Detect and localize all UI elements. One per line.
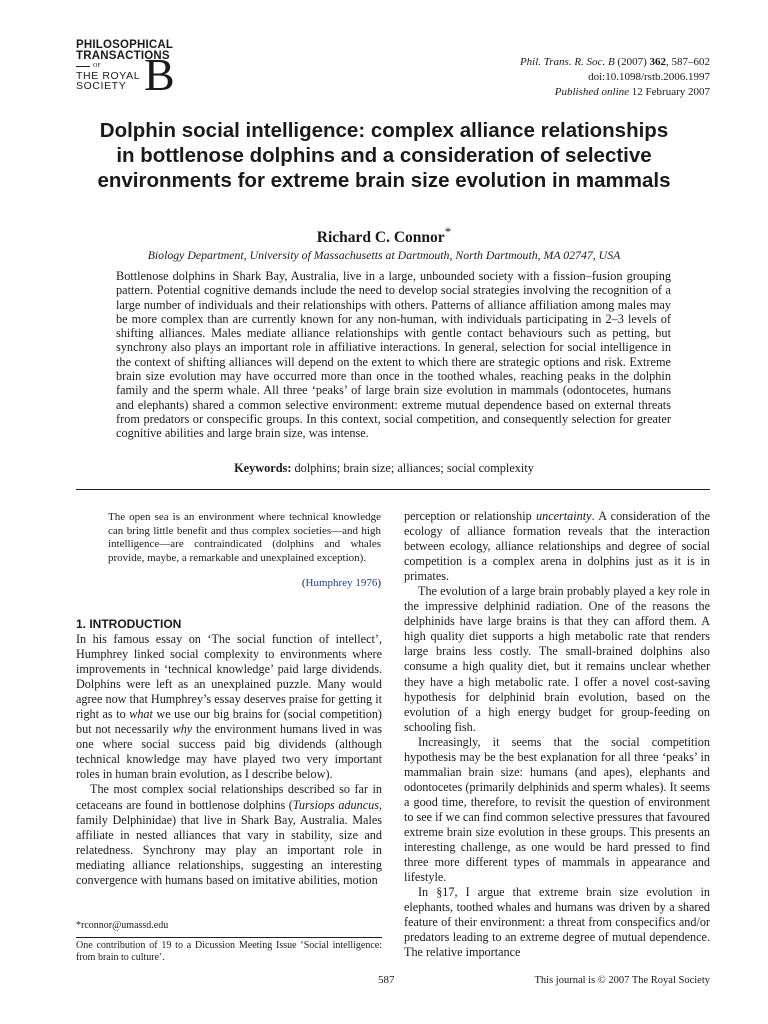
paragraph: Increasingly, it seems that the social competition hypothesis may be the best explanation for all three ‘peaks’ in mammalian brain size: humans (and apes), elephants and odontocetes (primarily delphinids and sperm whales). It seems a good time, therefore, to revisit the question of environment to see if we can find common selective pressures that favoured extreme brain size evolution in these groups. This presents an interesting challenge, as one would be hard pressed to find three more different types of mammals in appearance and lifestyle. — [404, 734, 710, 885]
section-heading-introduction: 1. INTRODUCTION — [76, 617, 182, 631]
citation-journal: Phil. Trans. R. Soc. B (2007) 362, 587–602 — [519, 56, 710, 68]
author-line — [0, 224, 768, 247]
epigraph: The open sea is an environment where technical knowledge can bring little benefit and thus complex societies—and high intelligence—are contraindicated (dolphins and whales provide, maybe, a remarkable and unexplained exception). — [108, 511, 381, 564]
citation-doi: doi:10.1098/rstb.2006.1997 — [588, 71, 710, 83]
logo-letter-b: B — [144, 49, 175, 100]
citation-published: Published online 12 February 2007 — [554, 86, 710, 98]
keywords — [0, 461, 768, 476]
keywords-text: dolphins; brain size; alliances; social complexity — [294, 461, 534, 475]
epigraph-citation-link[interactable]: Humphrey 1976 — [305, 577, 378, 589]
paragraph: The evolution of a large brain probably played a key role in the impressive delphinid radiation. One of the reasons the delphinids have large brains is that they can afford them. A high quality diet supports a high metabolic rate that renders large brains less costly. The small-brained dolphins also consume a high quality diet, but it remains unclear whether they have a high metabolic rate. I offer a novel cost-saving hypothesis for delphinid brain evolution, based on the evolution of a high energy budget for group-feeding on schooling fish. — [404, 584, 710, 734]
logo-line-society: SOCIETY — [76, 80, 127, 92]
footnote-email: *rconnor@umassd.edu — [76, 920, 169, 931]
journal-logo — [76, 40, 186, 100]
paper-title: Dolphin social intelligence: complex alliance relationships in bottlenose dolphins and a consideration of selective environments for extreme brain size evolution in mammals — [97, 119, 671, 192]
page-number: 587 — [378, 974, 395, 986]
epigraph-citation: (Humphrey 1976) — [301, 577, 381, 589]
paragraph: The most complex social relationships described so far in cetaceans are found in bottlenose dolphins (Tursiops aduncus, family Delphinidae) that live in Shark Bay, Australia. Males affiliate in nested alliances that vary in stability, size and relatedness. Synchrony may play an important role in mediating alliance relationships, suggesting an interesting convergence with humans based on imitative abilities, motion — [76, 782, 382, 887]
keywords-label: Keywords: — [234, 461, 292, 475]
logo-of: OF — [76, 63, 186, 70]
citation-block — [520, 55, 710, 100]
affiliation: Biology Department, University of Massachusetts at Dartmouth, North Dartmouth, MA 02747, USA — [147, 248, 621, 262]
paragraph: In his famous essay on ‘The social function of intellect’, Humphrey linked social complexity to environments where improvements in ‘technical knowledge’ paid large dividends. Dolphins were left as an unexplained puzzle. Many would agree now that Humphrey’s essay deserves praise for getting it right as to what we use our big brains for (social competition) but not necessarily why the environment humans lived in was one where social success paid big dividends (although technical knowledge may have played two very important roles in human brain evolution, as I describe below). — [76, 632, 382, 782]
logo-line-philosophical: PHILOSOPHICAL — [76, 39, 174, 51]
footnote-divider — [76, 937, 382, 938]
author-footnote-mark: * — [444, 224, 452, 239]
right-column — [404, 509, 710, 960]
header-divider — [76, 489, 710, 490]
copyright-notice: This journal is © 2007 The Royal Society — [534, 975, 710, 986]
author-name: Richard C. Connor — [316, 229, 445, 247]
paragraph: In §17, I argue that extreme brain size evolution in elephants, toothed whales and humans was driven by a shared feature of their environment: a threat from conspecifics and/or predators leading to an extreme degree of mutual dependence. The relative importance — [404, 885, 710, 960]
paragraph: perception or relationship uncertainty. A consideration of the ecology of alliance formation reveals that the interaction between ecology, alliance relationships and degree of social competition is a complex arena in dolphins just as it is in primates. — [404, 509, 710, 584]
footnote-contribution: One contribution of 19 to a Dicussion Meeting Issue ‘Social intelligence: from brain to culture’. — [76, 940, 382, 963]
left-column — [76, 632, 382, 888]
logo-line-the-royal: THE ROYAL — [76, 70, 141, 82]
logo-line-transactions: TRANSACTIONS — [76, 50, 170, 62]
abstract: Bottlenose dolphins in Shark Bay, Australia, live in a large, unbounded society with a fission–fusion grouping pattern. Potential cognitive demands include the need to develop social strategies involving the recognition of a large number of individuals and their relationships with others. Patterns of alliance affiliation among males may be more complex than are currently known for any non-human, with individuals participating in 2–3 levels of shifting alliances. Males mediate alliance relationships with gentle contact behaviours such as petting, but synchrony also plays an important role in affiliative interactions. In general, selection for social intelligence in the context of shifting alliances will depend on the extent to which there are strategic options and risk. Extreme brain size evolution may have occurred more than once in the toothed whales, reaching peaks in the dolphin family and the sperm whale. All three ‘peaks’ of large brain size evolution in mammals (odontocetes, humans and elephants) shared a common selective environment: extreme mutual dependence based on external threats from predators or conspecific groups. In this context, social competition, and consequently selection for greater cognitive abilities and large brain size, was intense. — [116, 269, 671, 441]
